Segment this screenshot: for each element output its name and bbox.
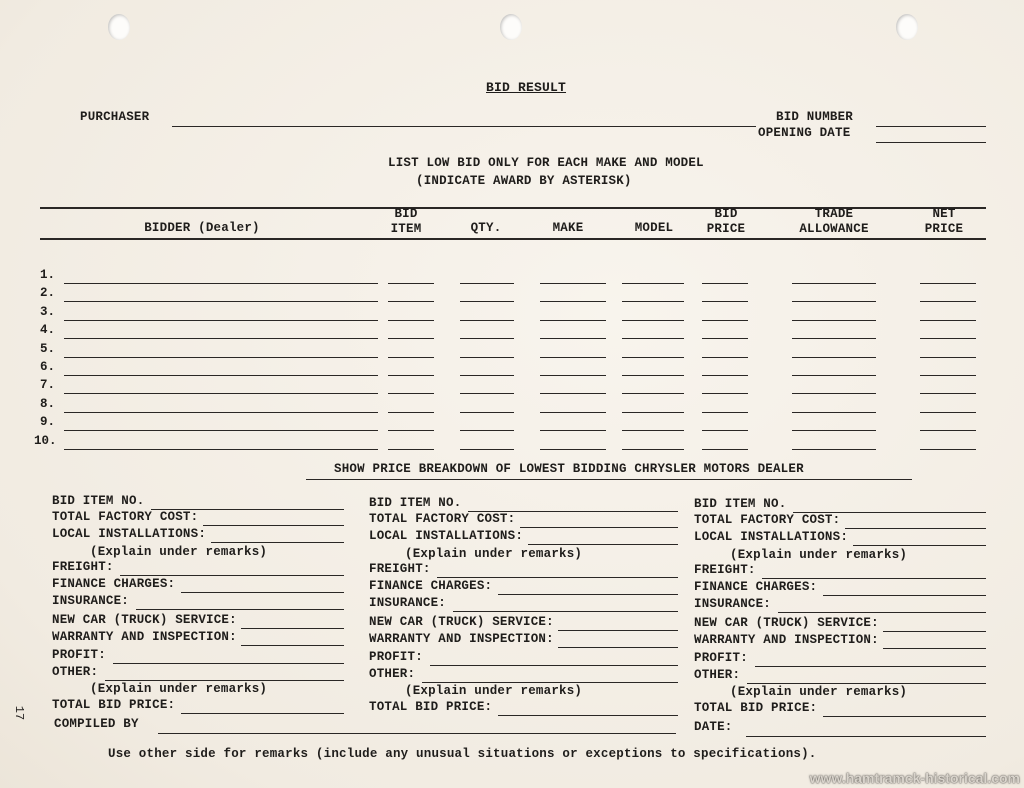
entry-line-net-price[interactable] xyxy=(920,283,976,284)
breakdown-label: LOCAL INSTALLATIONS: xyxy=(694,530,849,544)
breakdown-field[interactable] xyxy=(181,713,344,714)
breakdown-label: WARRANTY AND INSPECTION: xyxy=(52,630,237,644)
date-field[interactable] xyxy=(746,736,986,737)
entry-line-model[interactable] xyxy=(622,357,684,358)
entry-line-bidder[interactable] xyxy=(64,375,378,376)
breakdown-field[interactable] xyxy=(241,645,344,646)
entry-line-bid-price[interactable] xyxy=(702,283,748,284)
entry-line-make[interactable] xyxy=(540,449,606,450)
entry-line-trade-allowance[interactable] xyxy=(792,301,876,302)
entry-line-trade-allowance[interactable] xyxy=(792,449,876,450)
entry-line-trade-allowance[interactable] xyxy=(792,430,876,431)
entry-line-trade-allowance[interactable] xyxy=(792,393,876,394)
explain-note: (Explain under remarks) xyxy=(90,682,268,696)
entry-line-net-price[interactable] xyxy=(920,301,976,302)
table-header-rule xyxy=(40,238,986,240)
breakdown-field[interactable] xyxy=(520,527,678,528)
breakdown-label: OTHER: xyxy=(369,666,416,681)
entry-line-bid-price[interactable] xyxy=(702,430,748,431)
breakdown-heading-rule xyxy=(306,479,912,480)
entry-line-model[interactable] xyxy=(622,412,684,413)
punch-hole xyxy=(896,14,918,40)
entry-line-trade-allowance[interactable] xyxy=(792,338,876,339)
entry-line-bidder[interactable] xyxy=(64,357,378,358)
breakdown-label: BID ITEM NO. xyxy=(694,497,787,511)
breakdown-field[interactable] xyxy=(211,542,344,543)
breakdown-field[interactable] xyxy=(105,680,344,681)
breakdown-label: LOCAL INSTALLATIONS: xyxy=(52,527,207,541)
entry-line-bidder[interactable] xyxy=(64,320,378,321)
entry-line-bid-item[interactable] xyxy=(388,338,434,339)
entry-line-make[interactable] xyxy=(540,412,606,413)
entry-line-bidder[interactable] xyxy=(64,430,378,431)
entry-line-net-price[interactable] xyxy=(920,412,976,413)
breakdown-field[interactable] xyxy=(845,528,986,529)
breakdown-field[interactable] xyxy=(558,647,678,648)
entry-line-bid-item[interactable] xyxy=(388,393,434,394)
entry-line-make[interactable] xyxy=(540,338,606,339)
column-header-bid-item: BID ITEM xyxy=(390,207,422,236)
breakdown-field[interactable] xyxy=(181,592,344,593)
breakdown-label: BID ITEM NO. xyxy=(52,494,145,508)
entry-line-bidder[interactable] xyxy=(64,338,378,339)
entry-line-trade-allowance[interactable] xyxy=(792,320,876,321)
entry-line-bidder[interactable] xyxy=(64,393,378,394)
row-number: 7. xyxy=(40,378,56,393)
entry-line-model[interactable] xyxy=(622,449,684,450)
breakdown-label: PROFIT: xyxy=(694,651,748,665)
entry-line-make[interactable] xyxy=(540,301,606,302)
breakdown-field[interactable] xyxy=(558,630,678,631)
breakdown-label: OTHER: xyxy=(694,668,741,682)
entry-line-make[interactable] xyxy=(540,393,606,394)
breakdown-field[interactable] xyxy=(203,525,344,526)
explain-note: (Explain under remarks) xyxy=(405,546,583,561)
breakdown-field[interactable] xyxy=(823,716,986,717)
compiled-by-field[interactable] xyxy=(158,733,676,734)
row-number: 9. xyxy=(40,415,56,430)
form-title: BID RESULT xyxy=(486,80,567,95)
breakdown-field[interactable] xyxy=(747,683,986,684)
entry-line-make[interactable] xyxy=(540,430,606,431)
breakdown-field[interactable] xyxy=(498,594,678,595)
row-number: 2. xyxy=(40,286,56,301)
entry-line-model[interactable] xyxy=(622,301,684,302)
breakdown-label: FREIGHT: xyxy=(369,561,431,576)
row-number: 10. xyxy=(34,433,57,448)
entry-line-qty[interactable] xyxy=(460,301,514,302)
purchaser-label: PURCHASER xyxy=(80,110,150,124)
entry-line-net-price[interactable] xyxy=(920,320,976,321)
entry-line-bid-price[interactable] xyxy=(702,412,748,413)
breakdown-label: PROFIT: xyxy=(369,649,423,664)
entry-line-bid-price[interactable] xyxy=(702,393,748,394)
breakdown-label: NEW CAR (TRUCK) SERVICE: xyxy=(369,614,554,629)
entry-line-bid-price[interactable] xyxy=(702,449,748,450)
breakdown-field[interactable] xyxy=(883,631,986,632)
entry-line-qty[interactable] xyxy=(460,375,514,376)
entry-line-bid-item[interactable] xyxy=(388,412,434,413)
breakdown-label: FINANCE CHARGES: xyxy=(369,578,493,593)
entry-line-trade-allowance[interactable] xyxy=(792,283,876,284)
entry-line-qty[interactable] xyxy=(460,449,514,450)
breakdown-label: INSURANCE: xyxy=(369,595,447,610)
breakdown-label: PROFIT: xyxy=(52,648,106,662)
breakdown-field[interactable] xyxy=(883,648,986,649)
entry-line-bid-item[interactable] xyxy=(388,430,434,431)
breakdown-field[interactable] xyxy=(437,577,678,578)
entry-line-qty[interactable] xyxy=(460,430,514,431)
remarks-note: Use other side for remarks (include any unusual situations or exceptions to specifications). xyxy=(108,747,817,761)
breakdown-field[interactable] xyxy=(762,578,986,579)
entry-line-make[interactable] xyxy=(540,283,606,284)
breakdown-label: TOTAL FACTORY COST: xyxy=(369,511,516,526)
explain-note: (Explain under remarks) xyxy=(405,683,583,698)
breakdown-label: INSURANCE: xyxy=(52,594,130,608)
date-label: DATE: xyxy=(694,720,733,734)
entry-line-qty[interactable] xyxy=(460,393,514,394)
entry-line-bidder[interactable] xyxy=(64,301,378,302)
breakdown-label: OTHER: xyxy=(52,665,99,679)
entry-line-bid-item[interactable] xyxy=(388,375,434,376)
column-header-make: MAKE xyxy=(552,221,584,235)
entry-line-trade-allowance[interactable] xyxy=(792,412,876,413)
breakdown-field[interactable] xyxy=(823,595,986,596)
column-header-model: MODEL xyxy=(634,221,674,235)
breakdown-label: TOTAL FACTORY COST: xyxy=(694,513,841,527)
breakdown-field[interactable] xyxy=(120,575,344,576)
explain-note: (Explain under remarks) xyxy=(90,545,268,559)
breakdown-label: WARRANTY AND INSPECTION: xyxy=(369,631,554,646)
bid-number-label: BID NUMBER xyxy=(776,110,854,124)
entry-line-bid-price[interactable] xyxy=(702,301,748,302)
entry-line-net-price[interactable] xyxy=(920,393,976,394)
breakdown-label: FREIGHT: xyxy=(52,560,114,574)
breakdown-label: FREIGHT: xyxy=(694,563,756,577)
row-number: 5. xyxy=(40,341,56,356)
row-number: 6. xyxy=(40,360,56,374)
entry-line-qty[interactable] xyxy=(460,283,514,284)
entry-line-make[interactable] xyxy=(540,375,606,376)
row-number: 1. xyxy=(40,268,56,282)
row-number: 4. xyxy=(40,323,56,338)
opening-date-label: OPENING DATE xyxy=(758,126,851,140)
entry-line-qty[interactable] xyxy=(460,357,514,358)
entry-line-trade-allowance[interactable] xyxy=(792,375,876,376)
column-header-net-price: NET PRICE xyxy=(924,207,964,236)
breakdown-field[interactable] xyxy=(453,611,679,612)
bid-number-field[interactable] xyxy=(876,126,986,127)
breakdown-label: WARRANTY AND INSPECTION: xyxy=(694,633,879,647)
entry-line-bid-item[interactable] xyxy=(388,283,434,284)
entry-line-bid-item[interactable] xyxy=(388,301,434,302)
entry-line-qty[interactable] xyxy=(460,338,514,339)
entry-line-model[interactable] xyxy=(622,338,684,339)
compiled-by-label: COMPILED BY xyxy=(54,717,139,731)
breakdown-field[interactable] xyxy=(113,663,344,664)
entry-line-model[interactable] xyxy=(622,393,684,394)
entry-line-bid-item[interactable] xyxy=(388,449,434,450)
breakdown-label: TOTAL BID PRICE: xyxy=(369,699,493,714)
column-header-bid-price: BID PRICE xyxy=(706,207,746,236)
entry-line-qty[interactable] xyxy=(460,320,514,321)
entry-line-model[interactable] xyxy=(622,320,684,321)
breakdown-label: BID ITEM NO. xyxy=(369,495,462,510)
watermark: www.hamtramck-historical.com xyxy=(809,770,1020,786)
opening-date-field[interactable] xyxy=(876,142,986,143)
entry-line-qty[interactable] xyxy=(460,412,514,413)
page-number: 17 xyxy=(12,705,27,721)
entry-line-bid-price[interactable] xyxy=(702,357,748,358)
entry-line-trade-allowance[interactable] xyxy=(792,357,876,358)
row-number: 3. xyxy=(40,304,56,319)
breakdown-label: TOTAL FACTORY COST: xyxy=(52,510,199,524)
column-header-bidder: BIDDER (Dealer) xyxy=(144,221,260,235)
instruction-low-bid: LIST LOW BID ONLY FOR EACH MAKE AND MODEL xyxy=(388,156,704,170)
entry-line-bid-price[interactable] xyxy=(702,320,748,321)
breakdown-field[interactable] xyxy=(853,545,986,546)
row-number: 8. xyxy=(40,396,56,411)
entry-line-net-price[interactable] xyxy=(920,338,976,339)
entry-line-make[interactable] xyxy=(540,357,606,358)
breakdown-heading: SHOW PRICE BREAKDOWN OF LOWEST BIDDING CHRYSLER MOTORS DEALER xyxy=(334,462,804,476)
punch-hole xyxy=(500,14,522,40)
entry-line-bid-price[interactable] xyxy=(702,375,748,376)
entry-line-bidder[interactable] xyxy=(64,449,378,450)
breakdown-label: NEW CAR (TRUCK) SERVICE: xyxy=(52,613,237,627)
entry-line-bidder[interactable] xyxy=(64,283,378,284)
punch-hole xyxy=(108,14,130,40)
explain-note: (Explain under remarks) xyxy=(730,685,908,699)
entry-line-bid-item[interactable] xyxy=(388,320,434,321)
instruction-asterisk: (INDICATE AWARD BY ASTERISK) xyxy=(416,174,632,188)
entry-line-make[interactable] xyxy=(540,320,606,321)
breakdown-field[interactable] xyxy=(528,544,678,545)
breakdown-label: FINANCE CHARGES: xyxy=(52,577,176,591)
entry-line-bid-price[interactable] xyxy=(702,338,748,339)
breakdown-field[interactable] xyxy=(241,628,344,629)
entry-line-net-price[interactable] xyxy=(920,430,976,431)
entry-line-model[interactable] xyxy=(622,430,684,431)
explain-note: (Explain under remarks) xyxy=(730,548,908,562)
purchaser-field[interactable] xyxy=(172,126,756,127)
breakdown-field[interactable] xyxy=(498,715,678,716)
breakdown-field[interactable] xyxy=(422,682,678,683)
entry-line-net-price[interactable] xyxy=(920,357,976,358)
column-header-trade-allowance: TRADE ALLOWANCE xyxy=(799,207,869,236)
entry-line-bidder[interactable] xyxy=(64,412,378,413)
breakdown-label: NEW CAR (TRUCK) SERVICE: xyxy=(694,616,879,630)
entry-line-bid-item[interactable] xyxy=(388,357,434,358)
breakdown-field[interactable] xyxy=(778,612,987,613)
entry-line-model[interactable] xyxy=(622,283,684,284)
breakdown-label: LOCAL INSTALLATIONS: xyxy=(369,528,524,543)
breakdown-field[interactable] xyxy=(136,609,345,610)
entry-line-net-price[interactable] xyxy=(920,375,976,376)
column-header-qty: QTY. xyxy=(470,221,502,235)
entry-line-model[interactable] xyxy=(622,375,684,376)
breakdown-label: FINANCE CHARGES: xyxy=(694,580,818,594)
breakdown-field[interactable] xyxy=(755,666,986,667)
breakdown-label: TOTAL BID PRICE: xyxy=(52,698,176,712)
entry-line-net-price[interactable] xyxy=(920,449,976,450)
breakdown-label: TOTAL BID PRICE: xyxy=(694,701,818,715)
breakdown-field[interactable] xyxy=(430,665,678,666)
breakdown-label: INSURANCE: xyxy=(694,597,772,611)
